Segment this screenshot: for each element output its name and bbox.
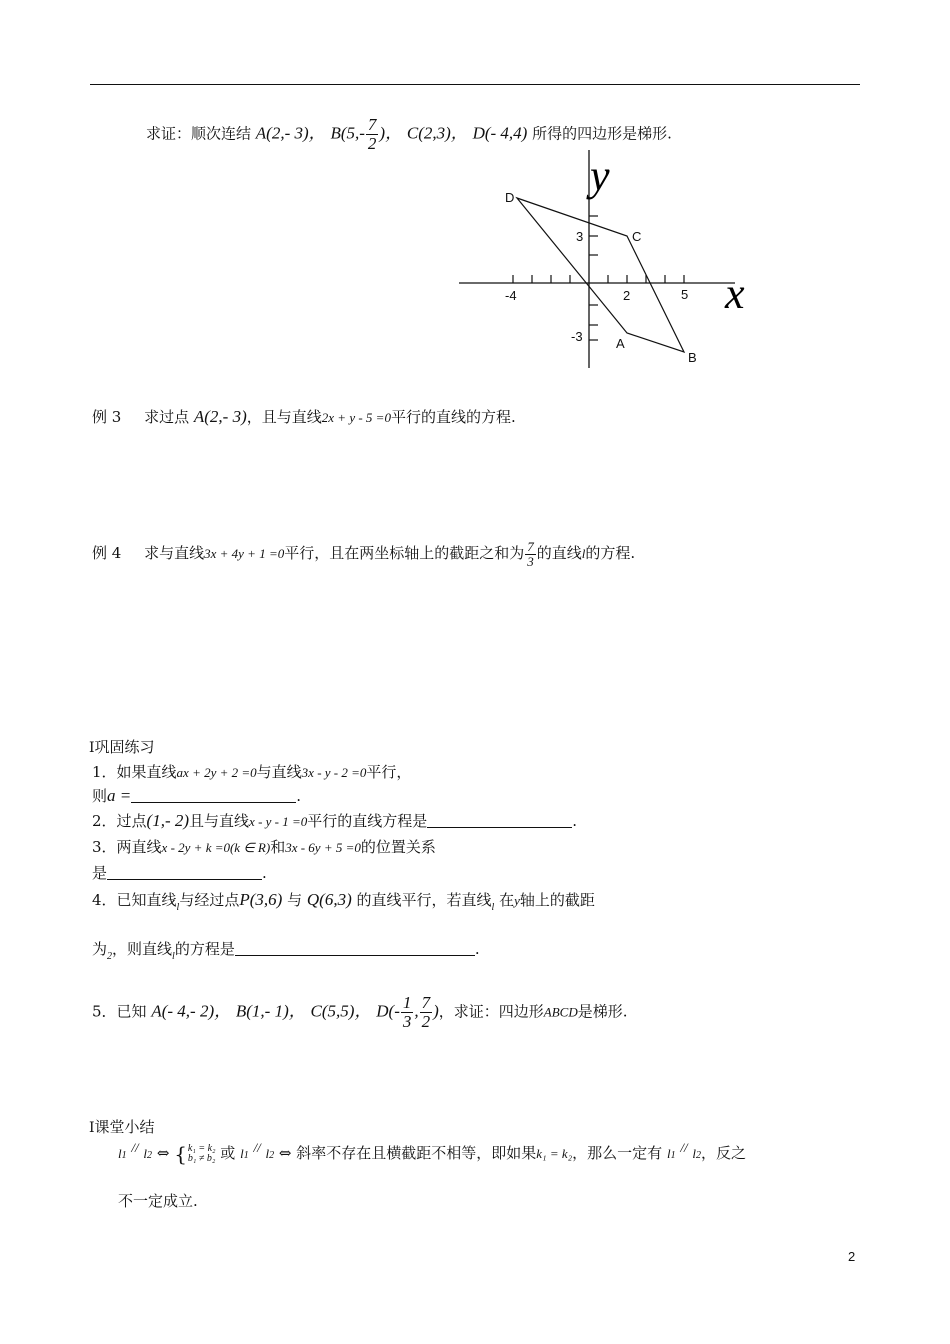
y-axis-ticks [589, 216, 598, 340]
fraction-7-3: $\frac{7}{3}$ [527, 539, 534, 569]
y-axis-label: y [590, 151, 610, 200]
q2-answer-blank[interactable] [427, 813, 572, 828]
summary-continued: 不一定成立. [118, 1192, 198, 1210]
header-rule [90, 84, 860, 85]
tick-label-3: 3 [576, 229, 584, 244]
quadrilateral-ABCD [517, 198, 684, 352]
example-3: 例 3 求过点 A(2,- 3)，且与直线2x + y - 5 =0平行的直线的方程. [92, 407, 516, 426]
point-label-D: D [505, 190, 515, 205]
point-label-B: B [688, 350, 697, 365]
trapezoid-figure [455, 140, 765, 380]
q3-answer-blank[interactable] [107, 865, 262, 880]
tick-label-neg4: -4 [505, 288, 517, 303]
proof-prefix: 求证：顺次连结 [146, 124, 252, 143]
tick-label-2: 2 [623, 288, 631, 303]
proof-suffix: 所得的四边形是梯形. [532, 124, 672, 143]
q4-answer-blank[interactable] [235, 941, 475, 956]
point-label-C: C [632, 229, 642, 244]
practice-q3: 3．两直线x - 2y + k =0(k ∈ R)和3x - 6y + 5 =0的位置关系 [92, 838, 436, 856]
example-3-label: 例 3 [92, 408, 122, 426]
point-D-label: D(- 4,4) [472, 123, 528, 143]
proof-statement: 求证：顺次连结 A(2,- 3)， B(5,- $\frac{7}{2}$ )， C(2,3)， D(- 4,4) 所得的四边形是梯形. [146, 115, 672, 153]
practice-q4: 4．已知直线$_l$与经过点P(3,6) 与 Q(6,3) 的直线平行，若直线$_l$ 在y轴上的截距 [92, 890, 595, 913]
fraction-b: $\frac{7}{2}$ [367, 115, 377, 153]
fraction-7-2: $\frac{7}{2}$ [421, 993, 431, 1031]
point-label-A: A [616, 336, 625, 351]
point-B-label: B(5,- [330, 123, 365, 143]
practice-q4-answer: 为$_2$，则直线$_l$的方程是 . [92, 940, 480, 962]
summary-statement: l1 // l2 ⇔ { k₁ = k₂ b₁ ≠ b₂ 或 l1 // l2 ⇔ 斜率不存在且横截距不相等，即如果k₁ = k₂，那么一定有 l1 // l2，反之 [118, 1140, 746, 1166]
summary-condition-system: k₁ = k₂ b₁ ≠ b₂ [187, 1143, 216, 1164]
practice-heading: I巩固练习 [89, 738, 155, 756]
page-number: 2 [848, 1249, 856, 1264]
practice-q2: 2．过点(1,- 2)且与直线x - y - 1 =0平行的直线方程是 . [92, 811, 578, 830]
example-4-line: 3x + 4y + 1 =0 [204, 546, 285, 562]
example-4: 例 4 求与直线3x + 4y + 1 =0平行，且在两坐标轴上的截距之和为 $\frac{7}{3}$ 的直线l的方程. [92, 539, 636, 569]
tick-label-neg3: -3 [571, 329, 583, 344]
example-4-label: 例 4 [92, 544, 122, 563]
fraction-1-3: $\frac{1}{3}$ [402, 993, 412, 1031]
q1-answer-blank[interactable] [131, 788, 296, 803]
point-A-label: A(2,- 3)， [255, 123, 326, 143]
tick-label-5: 5 [681, 287, 689, 302]
practice-q5: 5．已知 A(- 4,- 2)， B(1,- 1)， C(5,5)， D(- $\frac{1}{3}$ , $\frac{7}{2}$ )，求证：四边形ABCD是梯形. [92, 993, 628, 1031]
example-3-line: 2x + y - 5 =0 [321, 410, 391, 425]
practice-q3-answer: 是 . [92, 864, 267, 882]
point-C-label: C(2,3)， [406, 123, 468, 143]
practice-q1-answer: 则a = . [92, 786, 302, 805]
summary-heading: I课堂小结 [89, 1118, 155, 1136]
x-axis-label: x [725, 269, 745, 318]
example-3-point: A(2,- 3) [193, 407, 247, 426]
practice-q1: 1．如果直线ax + 2y + 2 =0与直线3x - y - 2 =0平行， [92, 763, 412, 781]
x-axis-ticks [513, 275, 684, 283]
